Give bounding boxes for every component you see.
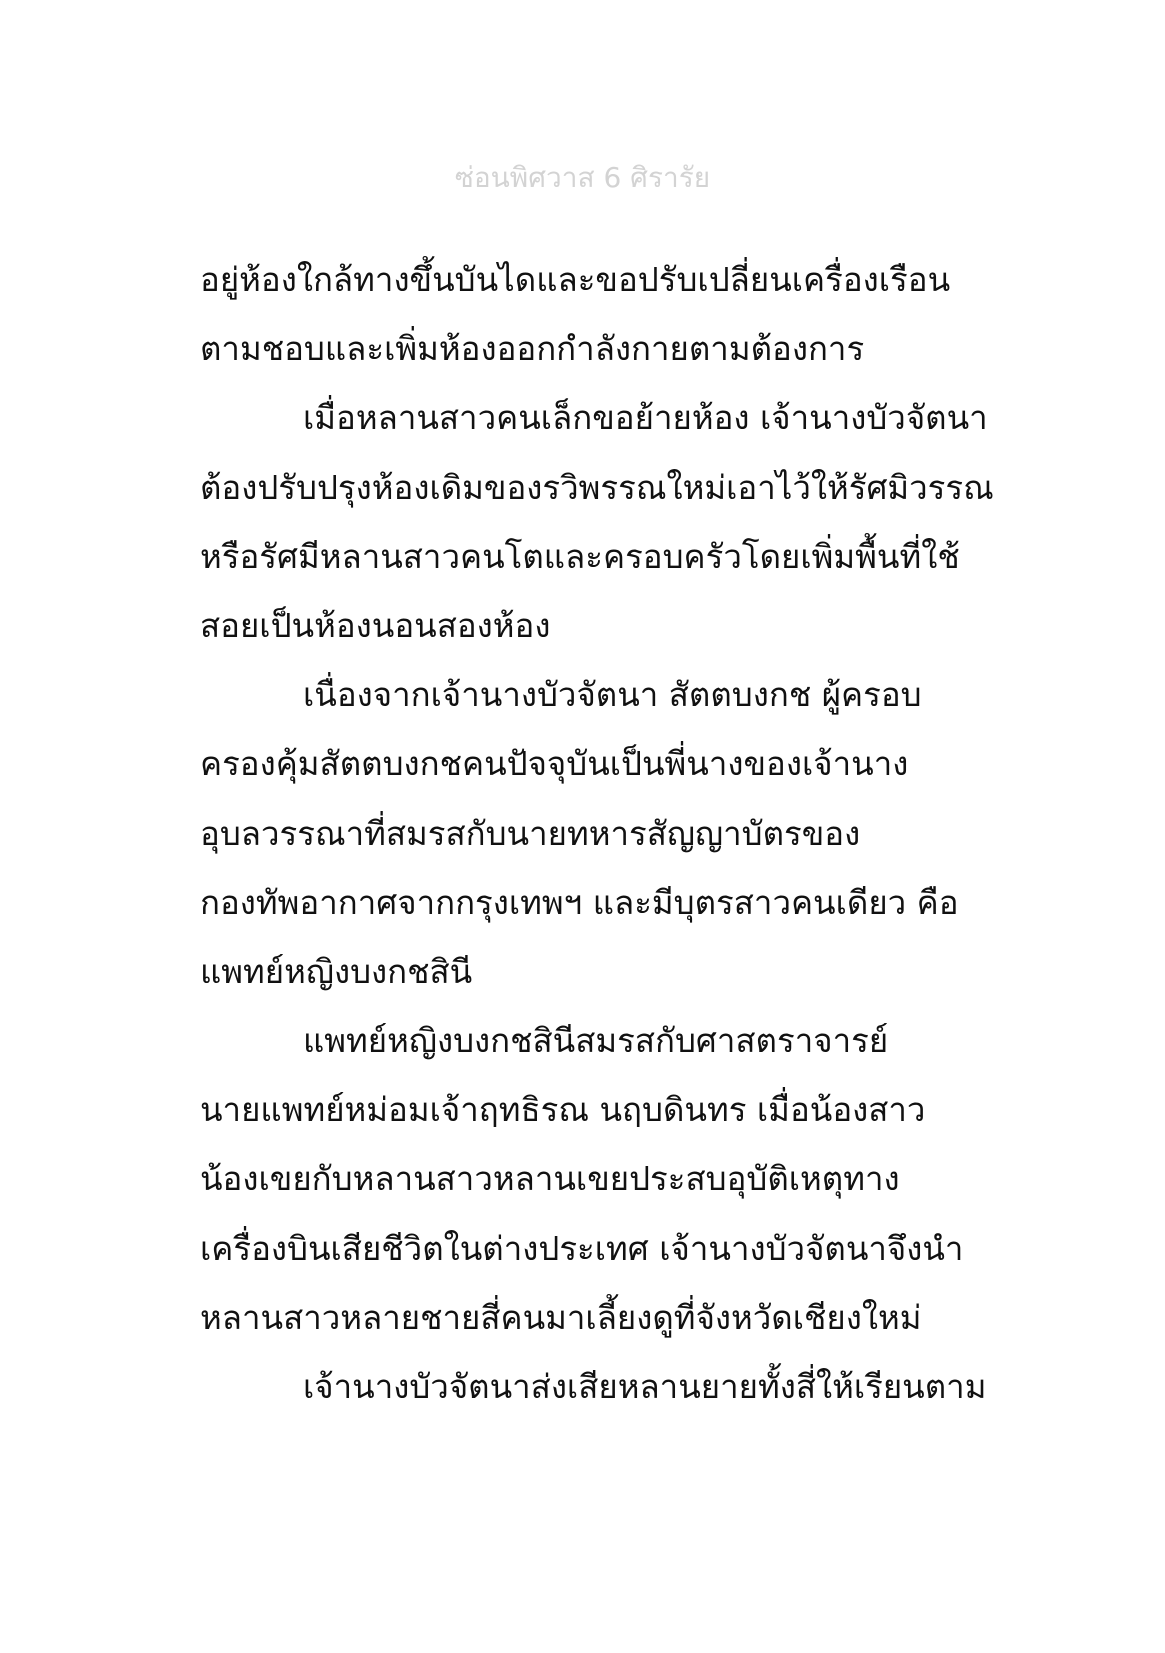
body-text: [200, 260, 994, 1436]
text-line: ครองคุ้มสัตตบงกชคนปัจจุบันเป็นพี่นางของเจ้านาง: [200, 744, 909, 784]
text-line: หรือรัศมีหลานสาวคนโตและครอบครัวโดยเพิ่มพื้นที่ใช้: [200, 536, 960, 576]
text-line: อยู่ห้องใกล้ทางขึ้นบันไดและขอปรับเปลี่ยนเครื่องเรือน: [200, 260, 951, 299]
paragraph-start-line: แพทย์หญิงบงกชสินีสมรสกับศาสตราจารย์: [303, 1021, 889, 1061]
text-line: กองทัพอากาศจากกรุงเทพฯ และมีบุตรสาวคนเดียว คือ: [200, 882, 959, 922]
text-line: อุบลวรรณาที่สมรสกับนายทหารสัญญาบัตรของ: [200, 813, 861, 853]
text-line: หลานสาวหลายชายสี่คนมาเลี้ยงดูที่จังหวัดเชียงใหม่: [200, 1297, 922, 1337]
paragraph-start-line: เนื่องจากเจ้านางบัวจัตนา สัตตบงกช ผู้ครอบ: [303, 675, 922, 715]
text-line: นายแพทย์หม่อมเจ้าฤทธิรณ นฤบดินทร เมื่อน้องสาว: [200, 1090, 926, 1130]
paragraph-start-line: เจ้านางบัวจัตนาส่งเสียหลานยายทั้งสี่ให้เรียนตาม: [303, 1367, 987, 1406]
text-line: แพทย์หญิงบงกชสินี: [200, 951, 473, 991]
running-header: ซ่อนพิศวาส 6 ศิรารัย: [454, 161, 711, 194]
text-line: น้องเขยกับหลานสาวหลานเขยประสบอุบัติเหตุทาง: [200, 1159, 900, 1199]
text-line: เครื่องบินเสียชีวิตในต่างประเทศ เจ้านางบัวจัตนาจึงนำ: [200, 1228, 964, 1268]
text-line: ตามชอบและเพิ่มห้องออกกำลังกายตามต้องการ: [200, 329, 865, 369]
text-line: ต้องปรับปรุงห้องเดิมของรวิพรรณใหม่เอาไว้ให้รัศมิวรรณ: [200, 467, 994, 507]
paragraph-start-line: เมื่อหลานสาวคนเล็กขอย้ายห้อง เจ้านางบัวจัตนา: [303, 398, 988, 438]
text-line: สอยเป็นห้องนอนสองห้อง: [200, 605, 551, 645]
